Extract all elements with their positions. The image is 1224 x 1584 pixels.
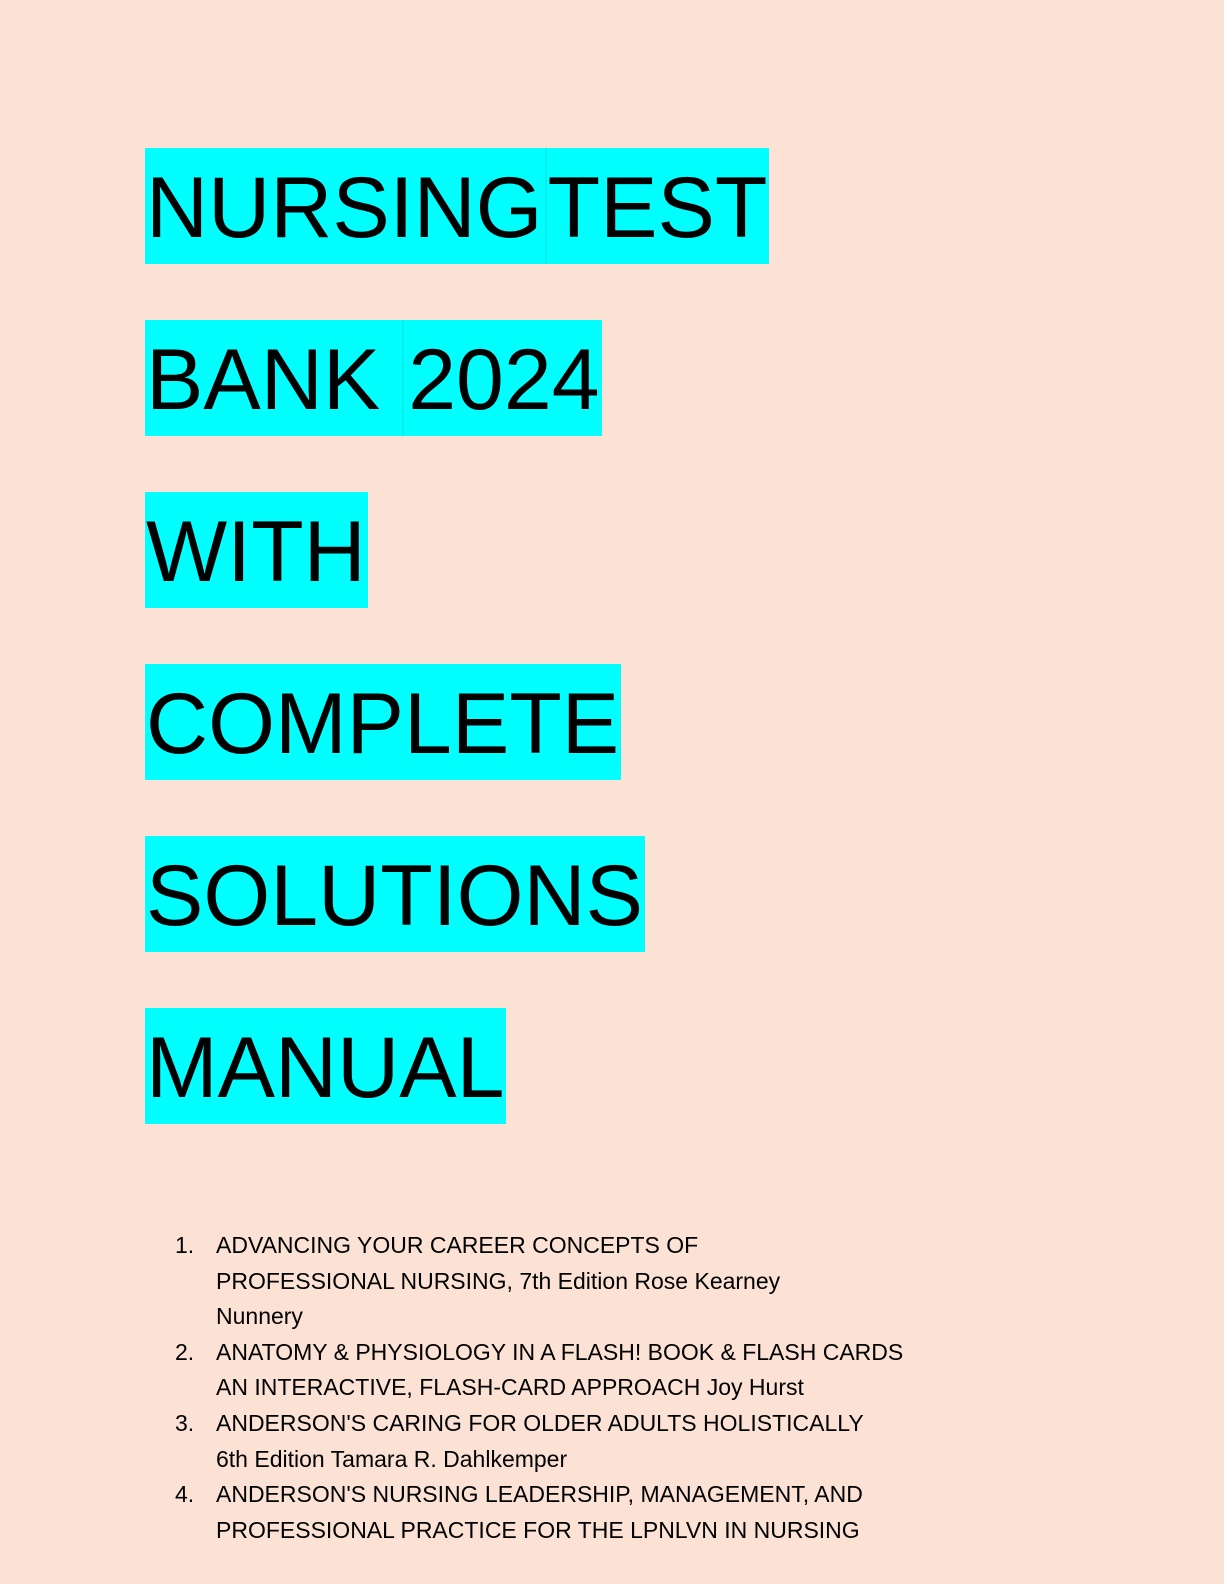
- title-word: NURSING: [145, 148, 545, 264]
- title-word: TEST: [547, 148, 770, 264]
- title-line-4: [145, 664, 769, 780]
- list-item: [175, 1477, 935, 1548]
- list-item-number: 3.: [175, 1409, 195, 1436]
- title-line-2: [145, 320, 769, 436]
- document-title: [145, 148, 769, 1180]
- title-line-1: [145, 148, 769, 264]
- title-word: BANK: [145, 320, 402, 436]
- list-item-number: 4.: [175, 1481, 195, 1508]
- list-item-text: ANATOMY & PHYSIOLOGY IN A FLASH! BOOK & FLASH CARDS AN INTERACTIVE, FLASH-CARD APPROACH Joy Hurst: [216, 1338, 904, 1401]
- book-list: [175, 1228, 935, 1548]
- list-item-text: ANDERSON'S NURSING LEADERSHIP, MANAGEMENT, AND PROFESSIONAL PRACTICE FOR THE LPNLVN IN NURSING: [216, 1481, 863, 1543]
- title-line-3: [145, 492, 769, 608]
- title-word: 2024: [404, 320, 601, 436]
- title-word: WITH: [145, 492, 368, 608]
- list-item-text: ANDERSON'S CARING FOR OLDER ADULTS HOLISTICALLY 6th Edition Tamara R. Dahlkemper: [216, 1409, 864, 1472]
- list-item-number: 2.: [175, 1338, 195, 1365]
- list-item-number: 1.: [175, 1232, 195, 1258]
- list-item: [175, 1406, 935, 1477]
- title-word: SOLUTIONS: [145, 836, 645, 952]
- list-item-text: ADVANCING YOUR CAREER CONCEPTS OF PROFESSIONAL NURSING, 7th Edition Rose Kearney Nunnery: [216, 1232, 781, 1330]
- title-line-5: [145, 836, 769, 952]
- title-word: COMPLETE: [145, 664, 621, 780]
- title-line-6: [145, 1008, 769, 1124]
- title-word: MANUAL: [145, 1008, 506, 1124]
- list-item: [175, 1335, 935, 1406]
- list-item: [175, 1228, 935, 1335]
